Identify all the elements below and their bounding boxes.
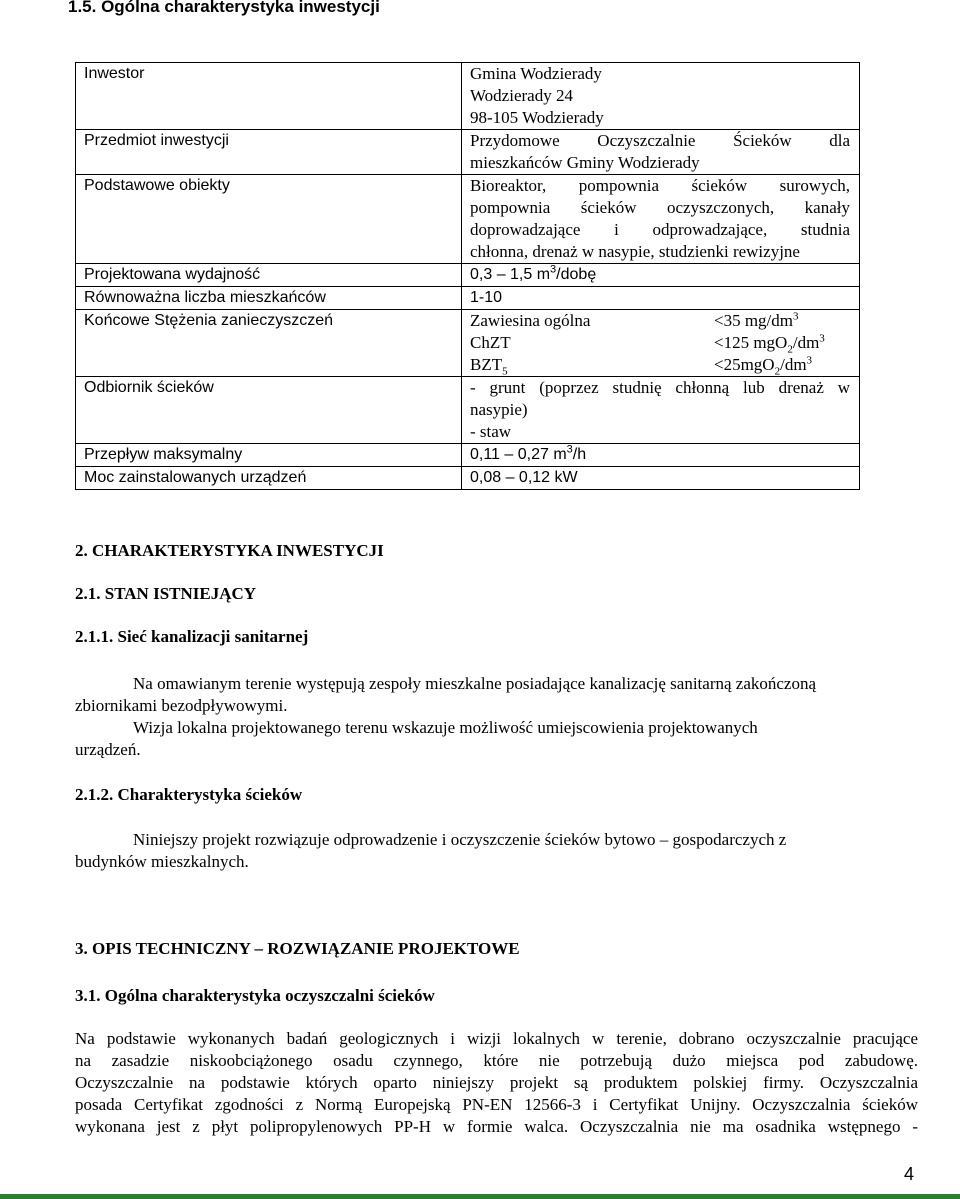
flow-sup: 3 bbox=[566, 443, 573, 456]
row-value-subject bbox=[462, 130, 860, 175]
value-text: <125 mgO bbox=[714, 333, 788, 352]
value-sup: 3 bbox=[819, 332, 825, 345]
heading-section-2-1-2: 2.1.2. Charakterystyka ścieków bbox=[75, 785, 303, 804]
table-row bbox=[76, 63, 860, 130]
concentration-name bbox=[470, 354, 714, 376]
value-line: - grunt (poprzez studnię chłonną lub drenaż w bbox=[470, 378, 850, 397]
name-text: BZT bbox=[470, 355, 503, 374]
paragraph-3-1 bbox=[75, 1028, 918, 1138]
paragraph-2-1-2 bbox=[75, 829, 860, 873]
row-label-concentrations: Końcowe Stężenia zanieczyszczeń bbox=[76, 310, 462, 377]
heading-section-2-1-1: 2.1.1. Sieć kanalizacji sanitarnej bbox=[75, 627, 309, 646]
paragraph-line: budynków mieszkalnych. bbox=[75, 852, 249, 871]
paragraph-line: Na omawianym terenie występują zespoły mieszkalne posiadające kanalizację sanitarną zakończoną bbox=[133, 674, 816, 693]
table-row bbox=[76, 310, 860, 377]
investment-spec-table bbox=[75, 62, 860, 490]
concentration-name: Zawiesina ogólna bbox=[470, 311, 591, 330]
value-line: doprowadzające i odprowadzające, studnia bbox=[470, 220, 850, 239]
name-sub: 5 bbox=[502, 365, 508, 378]
concentration-row bbox=[470, 310, 850, 332]
paragraph-line: wykonana jest z płyt polipropylenowych PP-H w formie walca. Oczyszczalnia nie ma osadnika wstępnego - bbox=[75, 1117, 918, 1136]
row-value-receiver bbox=[462, 377, 860, 444]
capacity-value: 0,3 – 1,5 m bbox=[470, 266, 551, 283]
row-value-investor bbox=[462, 63, 860, 130]
section-title-1-5: 1.5. Ogólna charakterystyka inwestycji bbox=[68, 0, 380, 16]
row-label-receiver: Odbiornik ścieków bbox=[76, 377, 462, 444]
row-label-objects: Podstawowe obiekty bbox=[76, 175, 462, 264]
value-line: Wodzierady 24 bbox=[470, 86, 573, 105]
value-line: Bioreaktor, pompownia ścieków surowych, bbox=[470, 176, 850, 195]
row-value-capacity bbox=[462, 264, 860, 287]
value-line: Gmina Wodzierady bbox=[470, 64, 602, 83]
paragraph-line: urządzeń. bbox=[75, 740, 141, 759]
paragraph-line: Niniejszy projekt rozwiązuje odprowadzenie i oczyszczenie ścieków bytowo – gospodarczych z bbox=[133, 830, 787, 849]
row-label-population: Równoważna liczba mieszkańców bbox=[76, 287, 462, 310]
concentration-row bbox=[470, 332, 850, 354]
heading-section-3: 3. OPIS TECHNICZNY – ROZWIĄZANIE PROJEKTOWE bbox=[75, 939, 520, 958]
value-line: - staw bbox=[470, 422, 512, 441]
value-line: mieszkańców Gminy Wodzierady bbox=[470, 153, 700, 172]
paragraph-line: posada Certyfikat zgodności z Normą Europejską PN-EN 12566-3 i Certyfikat Unijny. Oczyszczalnia ścieków bbox=[75, 1095, 918, 1114]
table-row bbox=[76, 444, 860, 467]
value-line: pompownia ścieków oczyszczonych, kanały bbox=[470, 198, 850, 217]
row-value-flow bbox=[462, 444, 860, 467]
paragraph-line: Wizja lokalna projektowanego terenu wskazuje możliwość umiejscowienia projektowanych bbox=[133, 718, 758, 737]
value-unit: /dm bbox=[780, 355, 807, 374]
heading-section-2: 2. CHARAKTERYSTYKA INWESTYCJI bbox=[75, 541, 384, 560]
heading-section-3-1: 3.1. Ogólna charakterystyka oczyszczalni ścieków bbox=[75, 986, 435, 1005]
concentration-value bbox=[714, 354, 812, 376]
value-sup: 3 bbox=[793, 310, 799, 323]
value-line: chłonna, drenaż w nasypie, studzienki rewizyjne bbox=[470, 242, 800, 261]
concentration-value bbox=[714, 310, 799, 332]
row-value-power: 0,08 – 0,12 kW bbox=[462, 467, 860, 490]
concentration-row bbox=[470, 354, 850, 376]
value-sub: 2 bbox=[787, 343, 793, 356]
table-row bbox=[76, 467, 860, 490]
paragraph-line: Oczyszczalnie na podstawie których oparto niniejszy projekt są produktem polskiej firmy. Oczyszczalnia bbox=[75, 1073, 918, 1092]
row-label-subject: Przedmiot inwestycji bbox=[76, 130, 462, 175]
heading-section-2-1: 2.1. STAN ISTNIEJĄCY bbox=[75, 584, 257, 603]
paragraph-line: na zasadzie niskoobciążonego osadu czynnego, które nie potrzebują dużo miejsca pod zabudowę. bbox=[75, 1051, 918, 1070]
paragraph-line: zbiornikami bezodpływowymi. bbox=[75, 696, 288, 715]
concentration-value bbox=[714, 332, 825, 354]
row-label-investor: Inwestor bbox=[76, 63, 462, 130]
capacity-unit: /dobę bbox=[556, 266, 597, 283]
table-row bbox=[76, 175, 860, 264]
row-value-population: 1-10 bbox=[462, 287, 860, 310]
footer-rule bbox=[0, 1194, 960, 1199]
table-row bbox=[76, 287, 860, 310]
capacity-sup: 3 bbox=[550, 263, 557, 276]
value-line: nasypie) bbox=[470, 400, 528, 419]
row-label-power: Moc zainstalowanych urządzeń bbox=[76, 467, 462, 490]
value-line: 98-105 Wodzierady bbox=[470, 108, 604, 127]
flow-unit: /h bbox=[572, 446, 587, 463]
row-label-capacity: Projektowana wydajność bbox=[76, 264, 462, 287]
value-text: <25mgO bbox=[714, 355, 775, 374]
row-value-concentrations bbox=[462, 310, 860, 377]
concentration-name: ChZT bbox=[470, 333, 511, 352]
row-value-objects bbox=[462, 175, 860, 264]
value-sup: 3 bbox=[806, 354, 813, 367]
flow-value: 0,11 – 0,27 m bbox=[470, 446, 567, 463]
paragraph-line: Na podstawie wykonanych badań geologicznych i wizji lokalnych w terenie, dobrano oczyszczalnie pracujące bbox=[75, 1029, 918, 1048]
value-unit: /dm bbox=[792, 333, 820, 352]
table-row bbox=[76, 377, 860, 444]
row-label-flow: Przepływ maksymalny bbox=[76, 444, 462, 467]
table-row bbox=[76, 264, 860, 287]
paragraph-2-1-1 bbox=[75, 673, 860, 761]
page-number: 4 bbox=[904, 1164, 915, 1184]
table-row bbox=[76, 130, 860, 175]
value-line: Przydomowe Oczyszczalnie Ścieków dla bbox=[470, 131, 850, 150]
value-sub: 2 bbox=[774, 365, 781, 378]
value-text: <35 mg/dm bbox=[714, 311, 794, 330]
